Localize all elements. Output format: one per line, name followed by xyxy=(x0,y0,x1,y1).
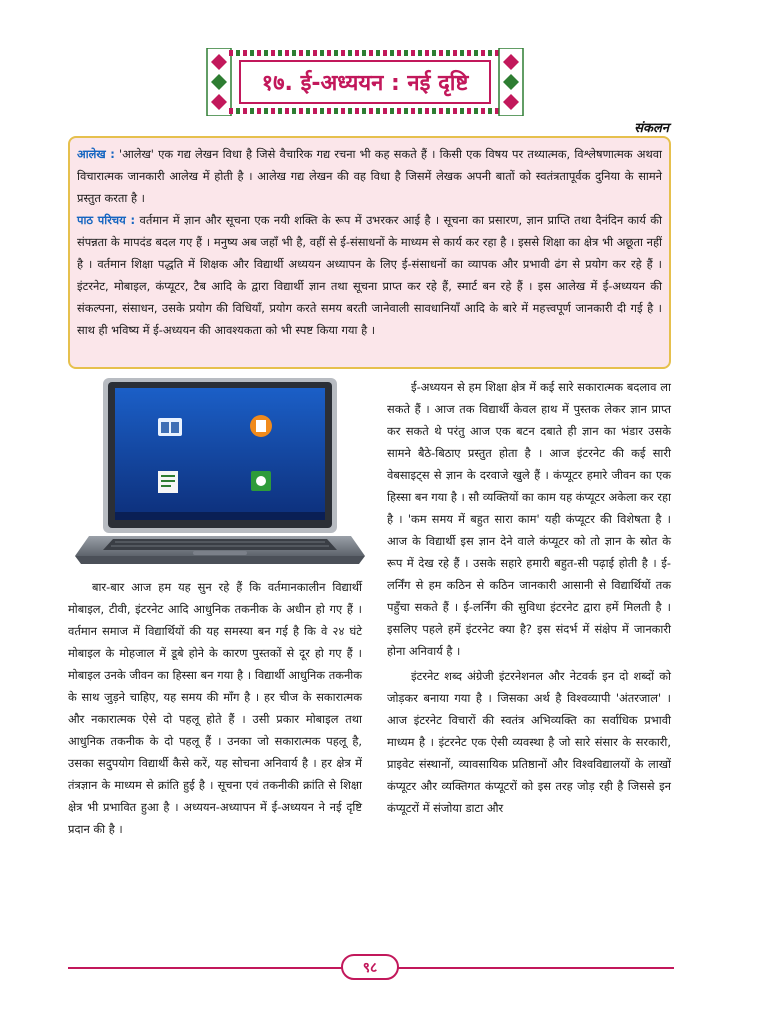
chapter-title-banner xyxy=(205,48,525,116)
left-ornament-icon xyxy=(205,48,233,116)
document-icon xyxy=(250,415,272,437)
right-column xyxy=(387,376,671,819)
compiler-label: संकलन xyxy=(634,121,669,136)
title-box xyxy=(239,60,491,104)
page-title: १७. ई-अध्ययन : नई दृष्टि xyxy=(261,71,469,96)
book-icon xyxy=(158,418,182,436)
page-number: ९८ xyxy=(341,954,399,980)
intro-box xyxy=(68,136,671,369)
aalekh-paragraph xyxy=(77,143,662,209)
notes-icon xyxy=(158,471,178,493)
right-ornament-icon xyxy=(497,48,525,116)
media-icon xyxy=(251,471,271,491)
right-paragraph-2: इंटरनेट शब्द अंग्रेजी इंटरनेशनल और नेटवर्क इन दो शब्दों को जोड़कर बनाया गया है । जिसका अर्थ है विश्वव्यापी 'अंतरजाल' । आज इंटरनेट विचारों की स्वतंत्र अभिव्यक्ति का सर्वाधिक प्रभावी माध्यम है । इंटरनेट एक ऐसी व्यवस्था है जो सारे संसार के सरकारी, प्राइवेट संस्थानों, व्यावसायिक प्रतिष्ठानों और विश्वविद्यालयों के लाखों कंप्यूटर और व्यक्तिगत कंप्यूटरों को इस तरह जोड़ रही है जिससे इन कंप्यूटरों में संजोया डाटा और xyxy=(387,669,671,815)
left-column xyxy=(68,576,362,840)
right-paragraph-1: ई-अध्ययन से हम शिक्षा क्षेत्र में कई सारे सकारात्मक बदलाव ला सकते हैं । आज तक विद्यार्थी केवल हाथ में पुस्तक लेकर ज्ञान प्राप्त कर सकते थे परंतु आज एक बटन दबाते ही ज्ञान का भंडार उसके सामने बैठे-बिठाए प्रस्तुत होता है । आज इंटरनेट की कई सारी वेबसाइट्स से ज्ञान के दरवाजे खुले हैं । कंप्यूटर हमारे जीवन का एक हिस्सा बन गया है । सौ व्यक्तियों का काम यह कंप्यूटर अकेला कर रहा है । 'कम समय में बहुत सारा काम' यही कंप्यूटर की विशेषता है । आज के विद्यार्थी इस ज्ञान देने वाले कंप्यूटर को तो ज्ञान के स्रोत के रूप में देख रहे हैं । उसके सहारे हमारी बहुत-सी पढ़ाई होती है । ई-लर्निंग से हम कठिन से कठिन जानकारी आसानी से विद्यार्थियों तक पहुँचा सकते हैं । ई-लर्निंग की सुविधा इंटरनेट द्वारा हमें मिलती है । इसलिए पहले हमें इंटरनेट क्या है? इस संदर्भ में संक्षेप में जानकारी होना अनिवार्य है । xyxy=(387,380,671,658)
paath-label: पाठ परिचय : xyxy=(77,213,136,227)
banner-strip-bottom xyxy=(229,108,501,114)
paath-text: वर्तमान में ज्ञान और सूचना एक नयी शक्ति के रूप में उभरकर आई है । सूचना का प्रसारण, ज्ञान प्राप्ति तथा दैनंदिन कार्य की संपन्नता के मापदंड बदल गए हैं । मनुष्य अब जहाँ भी है, वहीं से ई-संसाधनों के माध्यम से कार्य कर रहा है । इससे शिक्षा का क्षेत्र भी अछूता नहीं है । वर्तमान शिक्षा पद्धति में शिक्षक और विद्यार्थी अध्ययन अध्यापन के लिए ई-संसाधनों का व्यापक और प्रभावी ढंग से प्रयोग कर रहे हैं । इंटरनेट, मोबाइल, कंप्यूटर, टैब आदि के द्वारा विद्यार्थी ज्ञान तथा सूचना प्राप्त कर रहे हैं, स्मार्ट बन रहे हैं । इस आलेख में ई-अध्ययन की संकल्पना, संसाधन, उसके प्रयोग की विधियाँ, प्रयोग करते समय बरती जानेवाली सावधानियाँ आदि के बारे में महत्त्वपूर्ण जानकारी दी गई है । साथ ही भविष्य में ई-अध्ययन की आवश्यकता को भी स्पष्ट किया गया है । xyxy=(77,213,662,337)
aalekh-text: 'आलेख' एक गद्य लेखन विधा है जिसे वैचारिक गद्य रचना भी कह सकते हैं । किसी एक विषय पर तथ्यात्मक, विश्लेषणात्मक अथवा विचारात्मक जानकारी आलेख में होती है । आलेख गद्य लेखन की वह विधा है जिसमें लेखक अपनी बातों को स्वतंत्रतापूर्वक दुनिया के सामने प्रस्तुत करता है । xyxy=(77,147,663,205)
paath-paragraph xyxy=(77,209,662,341)
banner-strip-top xyxy=(229,50,501,56)
left-paragraph-1: बार-बार आज हम यह सुन रहे हैं कि वर्तमानकालीन विद्यार्थी मोबाइल, टीवी, इंटरनेट आदि आधुनिक तकनीक के अधीन हो गए हैं । वर्तमान समाज में विद्यार्थियों की यह समस्या बन गई है कि वे २४ घंटे मोबाइल के मोहजाल में डूबे होने के कारण पुस्तकों से दूर हो गए हैं । मोबाइल उनके जीवन का हिस्सा बन गया है । विद्यार्थी आधुनिक तकनीक के साथ जुड़ने चाहिए, यह समय की माँग है । हर चीज के सकारात्मक और नकारात्मक ऐसे दो पहलू होते हैं । उसी प्रकार मोबाइल तथा आधुनिक तकनीक के दो पहलू हैं । उनका जो सकारात्मक पहलू है, उसका सदुपयोग विद्यार्थी कैसे करें, यह सोचना अनिवार्य है । हर क्षेत्र में तंत्रज्ञान के माध्यम से क्रांति हुई है । सूचना एवं तकनीकी क्रांति से शिक्षा क्षेत्र भी प्रभावित हुआ है । अध्ययन-अध्यापन में ई-अध्ययन ने नई दृष्टि प्रदान की है । xyxy=(68,580,362,836)
aalekh-label: आलेख : xyxy=(77,147,115,161)
laptop-illustration xyxy=(75,378,365,578)
